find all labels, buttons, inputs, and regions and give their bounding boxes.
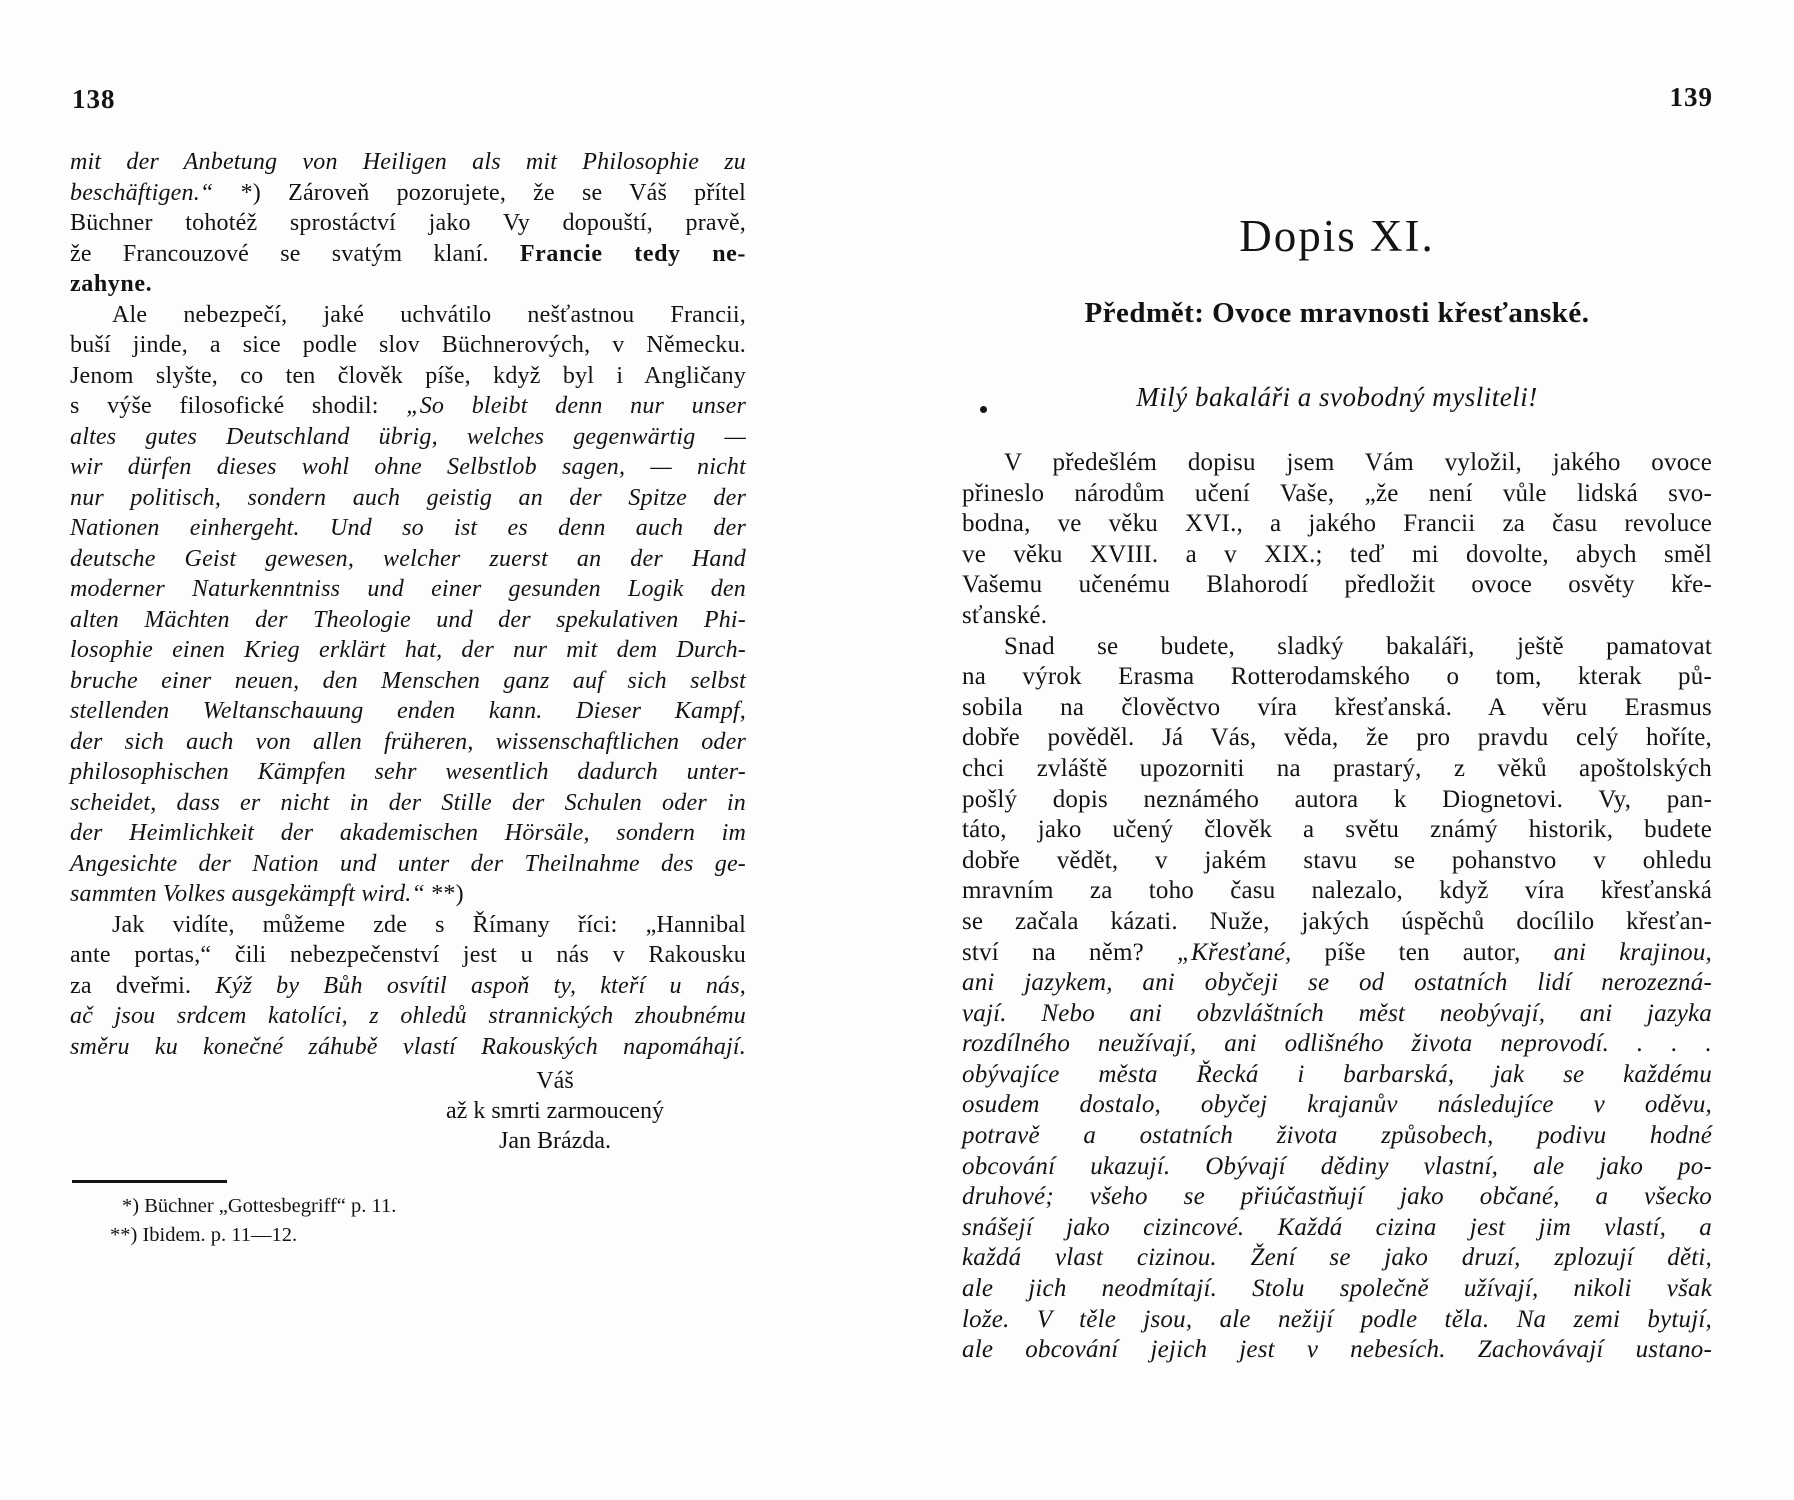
footnote-line: *) Büchner „Gottesbegriff“ p. 11. (122, 1195, 397, 1217)
text-line (962, 1243, 1712, 1274)
text-line (70, 208, 746, 239)
footnotes (72, 1192, 712, 1250)
text-segment: ač jsou srdcem katolíci, z ohledů strannických zhoubnému (70, 1003, 746, 1029)
text-segment: s výše filosofické shodil: (70, 393, 407, 419)
text-segment: Snad se budete, sladký bakaláři, ještě pamatovat (1004, 632, 1712, 660)
text-line (962, 632, 1712, 663)
text-line (962, 907, 1712, 938)
text-line (962, 1182, 1712, 1213)
text-segment: „Křesťané, (1176, 938, 1325, 966)
text-segment: obývajíce města Řecká i barbarská, jak se každému (962, 1060, 1712, 1088)
letter-heading: Dopis XI. (1239, 211, 1435, 261)
text-line (70, 727, 746, 758)
text-segment: píše ten autor, (1324, 938, 1554, 966)
text-line (70, 1001, 746, 1032)
text-segment: ství na něm? (962, 938, 1177, 966)
text-segment: zahyne. (70, 271, 153, 297)
text-segment: na výrok Erasma Rotterodamského o tom, kterak pů- (962, 663, 1712, 691)
text-line (962, 1305, 1712, 1336)
text-segment: směru ku konečné záhubě vlastí Rakouských napomáhají. (70, 1033, 746, 1060)
text-segment: ante portas,“ čili nebezpečenství jest u nás v Rakousku (70, 942, 746, 968)
text-segment: buší jinde, a sice podle slov Büchnerových, v Německu. (70, 332, 746, 358)
text-line (962, 1090, 1712, 1121)
text-segment: obcování ukazují. Obývají dědiny vlastní, ale jako po- (962, 1152, 1712, 1180)
text-line (70, 147, 746, 178)
text-segment: bruche einer neuen, den Menschen ganz auf sich selbst (70, 667, 746, 694)
text-line (962, 968, 1712, 999)
text-line (962, 754, 1712, 785)
text-segment: Vašemu učenému Blahorodí předložit ovoce osvěty kře- (962, 571, 1712, 599)
text-segment: sobila na člověctvo víra křesťanská. A věru Erasmus (962, 693, 1712, 721)
text-line (962, 570, 1712, 601)
text-line (70, 361, 746, 392)
text-segment: dobře pověděl. Já Vás, věda, že pro pravdu celý hoříte, (962, 724, 1712, 752)
text-segment: stellenden Weltanschauung enden kann. Dieser Kampf, (70, 698, 746, 724)
text-line (70, 1032, 746, 1063)
text-segment: ale obcování jejich jest v nebesích. Zachovávají ustano- (962, 1336, 1712, 1364)
text-segment: přineslo národům učení Vaše, „že není vůle lidská svo- (962, 479, 1712, 507)
text-line (70, 849, 746, 880)
text-segment: Nationen einhergeht. Und so ist es denn auch der (70, 515, 746, 541)
text-segment: Jak vidíte, můžeme zde s Římany říci: „Hannibal (112, 911, 746, 938)
right-page-number: 139 (1669, 82, 1713, 112)
text-segment: Jenom slyšte, co ten člověk píše, když byl i Angličany (70, 362, 746, 389)
text-line (962, 1060, 1712, 1091)
letter-subject: Předmět: Ovoce mravnosti křesťanské. (1084, 297, 1590, 329)
text-segment: lože. V těle jsou, ale nežijí podle těla. Na zemi bytují, (962, 1305, 1712, 1333)
text-segment: ani jazykem, ani obyčeji se od ostatních lidí nerozezná- (962, 969, 1712, 997)
text-line (962, 815, 1712, 846)
text-line (962, 938, 1712, 969)
text-segment: *) Zároveň pozorujete, že se Váš přítel (240, 179, 746, 206)
text-segment: že Francouzové se svatým klaní. (70, 240, 520, 267)
text-segment: každá vlast cizinou. Žení se jako druzí, zplozují děti, (962, 1244, 1712, 1272)
text-line (70, 300, 746, 331)
text-segment: pošlý dopis neznámého autora k Diognetovi. Vy, pan- (962, 785, 1712, 813)
text-segment: snášejí jako cizincové. Každá cizina jest jim vlastí, a (962, 1213, 1712, 1241)
text-segment: bodna, ve věku XVI., a jakého Francii za času revoluce (962, 510, 1712, 538)
text-line (70, 696, 746, 727)
text-line (962, 509, 1712, 540)
text-line (962, 1121, 1712, 1152)
text-line (70, 483, 746, 514)
text-line (962, 1152, 1712, 1183)
text-line (70, 910, 746, 941)
right-text-column (962, 448, 1712, 1366)
text-segment: chci zvláště upozorniti na prastarý, z věků apoštolských (962, 754, 1712, 782)
text-segment: scheidet, dass er nicht in der Stille der Schulen oder in (70, 789, 746, 816)
text-segment: beschäftigen.“ (70, 179, 241, 206)
text-segment: wir dürfen dieses wohl ohne Selbstlob sagen, — nicht (70, 454, 746, 480)
text-segment: dobře vědět, v jakém stavu se pohanstvo v ohledu (962, 846, 1712, 874)
text-segment: altes gutes Deutschland übrig, welches gegenwärtig — (70, 423, 746, 450)
text-segment: potravě a ostatních života způsobech, podivu hodné (962, 1122, 1712, 1150)
text-line (962, 540, 1712, 571)
text-line (962, 662, 1712, 693)
footnote-separator (72, 1180, 227, 1183)
text-segment: mravním za toho času nalezalo, když víra křesťanská (962, 877, 1712, 905)
text-line (962, 846, 1712, 877)
footnote-line: **) Ibidem. p. 11—12. (110, 1224, 298, 1246)
text-line (70, 940, 746, 971)
text-segment: Büchner tohotéž sprostáctví jako Vy dopouští, pravě, (70, 210, 746, 236)
text-segment: alten Mächten der Theologie und der spekulativen Phi- (70, 606, 746, 633)
text-line (70, 391, 746, 422)
closing-line: Jan Brázda. (499, 1128, 611, 1154)
text-line (70, 666, 746, 697)
text-line (962, 785, 1712, 816)
text-line (962, 601, 1712, 632)
text-segment: ale jich neodmítají. Stolu společně užívají, nikoli však (962, 1275, 1712, 1303)
text-segment: mit der Anbetung von Heiligen als mit Philosophie zu (70, 149, 746, 175)
text-segment: Kýž by Bůh osvítil aspoň ty, kteří u nás, (215, 972, 746, 999)
text-segment: táto, jako učený člověk a světu známý historik, budete (962, 816, 1712, 844)
closing-signature (330, 1066, 780, 1156)
letter-salutation: Milý bakaláři a svobodný mysliteli! (1136, 382, 1538, 412)
text-line (962, 693, 1712, 724)
text-line (70, 605, 746, 636)
text-line (962, 723, 1712, 754)
text-segment: se začala kázati. Nuže, jakých úspěchů docílilo křesťan- (962, 907, 1712, 935)
text-segment: der Heimlichkeit der akademischen Hörsäle, sondern im (70, 820, 746, 846)
text-line (962, 1029, 1712, 1060)
text-line (962, 1335, 1712, 1366)
text-line (962, 1213, 1712, 1244)
text-segment: vají. Nebo ani obzvláštních měst neobývají, ani jazyka (962, 999, 1712, 1027)
text-line (70, 422, 746, 453)
text-segment: Francie tedy ne- (519, 240, 747, 267)
left-text-column (70, 147, 746, 1062)
text-line (962, 999, 1712, 1030)
text-segment: osudem dostalo, obyčej krajanův následujíce v oděvu, (962, 1091, 1712, 1119)
text-segment: Angesichte der Nation und unter der Theilnahme des ge- (70, 850, 746, 877)
text-line (70, 818, 746, 849)
text-line (962, 479, 1712, 510)
text-segment: V předešlém dopisu jsem Vám vyložil, jakého ovoce (1004, 449, 1712, 476)
text-line (70, 757, 746, 788)
closing-line: až k smrti zarmoucený (446, 1098, 664, 1124)
text-line (70, 239, 746, 270)
text-line (70, 544, 746, 575)
text-segment: nur politisch, sondern auch geistig an der Spitze der (70, 484, 746, 511)
text-line (70, 330, 746, 361)
text-segment: rozdílného neužívají, ani odlišného života neprovodí. . . . (962, 1030, 1712, 1058)
text-segment: moderner Naturkenntniss und einer gesunden Logik den (70, 576, 746, 602)
text-line (962, 1274, 1712, 1305)
text-line (70, 971, 746, 1002)
text-segment: der sich auch von allen früheren, wissenschaftlichen oder (70, 728, 746, 755)
closing-line: Váš (536, 1068, 574, 1094)
text-segment: losophie einen Krieg erklärt hat, der nur mit dem Durch- (70, 637, 746, 663)
text-segment: ve věku XVIII. a v XIX.; teď mi dovolte, abych směl (962, 540, 1712, 568)
text-segment: philosophischen Kämpfen sehr wesentlich dadurch unter- (70, 759, 746, 785)
text-segment: **) (431, 881, 464, 907)
text-line (70, 635, 746, 666)
text-line (70, 574, 746, 605)
text-segment: za dveřmi. (70, 972, 216, 999)
text-segment: sťanské. (962, 601, 1048, 629)
text-line (70, 513, 746, 544)
text-line (962, 876, 1712, 907)
text-line (70, 788, 746, 819)
text-segment: druhové; všeho se přiúčastňují jako občané, a všecko (962, 1183, 1712, 1211)
text-segment: deutsche Geist gewesen, welcher zuerst an der Hand (70, 545, 746, 572)
text-line (70, 269, 746, 300)
text-segment: ani krajinou, (1553, 938, 1712, 966)
text-line (70, 452, 746, 483)
text-line (70, 178, 746, 209)
text-segment: „So bleibt denn nur unser (406, 393, 746, 419)
text-segment: Ale nebezpečí, jaké uchvátilo nešťastnou Francii, (112, 301, 746, 328)
text-segment: sammten Volkes ausgekämpft wird.“ (70, 881, 432, 907)
text-line (962, 448, 1712, 479)
left-page-number: 138 (72, 84, 116, 114)
text-line (70, 879, 746, 910)
